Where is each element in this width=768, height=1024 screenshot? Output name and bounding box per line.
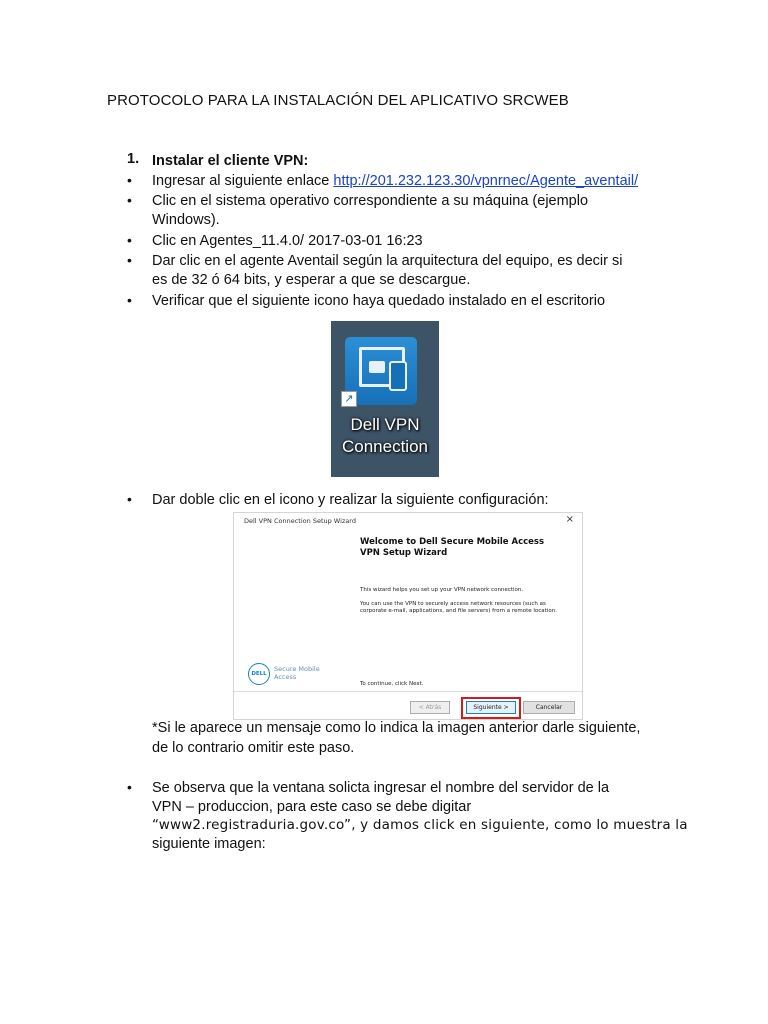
list-item-arquitectura-line1: Dar clic en el agente Aventail según la arquitectura del equipo, es decir si bbox=[152, 253, 623, 269]
enlace-prefix: Ingresar al siguiente enlace bbox=[152, 173, 334, 189]
list-item-enlace bbox=[152, 171, 638, 191]
list-item-so-line2: Windows). bbox=[152, 212, 220, 228]
bullet: • bbox=[127, 292, 132, 308]
next-button: Siguiente > bbox=[466, 701, 516, 714]
brand-line2: Access bbox=[274, 673, 297, 681]
close-icon: × bbox=[565, 514, 574, 525]
lock-icon bbox=[369, 361, 385, 373]
shortcut-arrow-icon: ↗ bbox=[341, 391, 357, 407]
dell-vpn-desktop-icon-image bbox=[331, 321, 439, 477]
back-button: < Atrás bbox=[410, 701, 450, 714]
bullet: • bbox=[127, 232, 132, 248]
wizard-paragraph-2: You can use the VPN to securely access network resources (such as corporate e-mail, applications, and file servers) from a remote location. bbox=[360, 601, 557, 614]
icon-label-line1: Dell VPN bbox=[350, 415, 420, 434]
icon-label-line2: Connection bbox=[341, 437, 428, 456]
list-item-agentes: Clic en Agentes_11.4.0/ 2017-03-01 16:23 bbox=[152, 233, 423, 249]
bullet: • bbox=[127, 491, 132, 507]
note-line1: *Si le aparece un mensaje como lo indica la imagen anterior darle siguiente, bbox=[152, 720, 641, 736]
cancel-button: Cancelar bbox=[523, 701, 575, 714]
wizard-paragraph-1: This wizard helps you set up your VPN network connection. bbox=[360, 587, 524, 593]
wizard-divider bbox=[234, 691, 582, 692]
wizard-heading bbox=[360, 537, 580, 559]
brand-line1: Secure Mobile bbox=[274, 665, 320, 673]
list-item-doble-clic: Dar doble clic en el icono y realizar la siguiente configuración: bbox=[152, 492, 549, 508]
list-item-verificar: Verificar que el siguiente icono haya quedado instalado en el escritorio bbox=[152, 293, 606, 309]
list-item-observa-line3: “www2.registraduria.gov.co”, y damos click en siguiente, como lo muestra la bbox=[152, 817, 688, 833]
vpn-agent-link[interactable]: http://201.232.123.30/vpnrnec/Agente_aventail/ bbox=[333, 173, 639, 189]
setup-wizard-screenshot bbox=[233, 512, 583, 720]
list-item-observa-line1: Se observa que la ventana solicta ingresar el nombre del servidor de la bbox=[152, 780, 610, 796]
list-item-observa-line4: siguiente imagen: bbox=[152, 836, 266, 852]
step-heading: Instalar el cliente VPN: bbox=[152, 153, 309, 169]
step-number: 1. bbox=[127, 151, 140, 167]
list-item-observa-line2: VPN – produccion, para este caso se debe digitar bbox=[152, 799, 472, 815]
brand-text bbox=[274, 665, 344, 681]
wizard-paragraph-3: To continue, click Next. bbox=[360, 681, 424, 687]
phone-icon bbox=[389, 361, 407, 391]
wizard-content bbox=[354, 527, 574, 691]
wizard-window-title: Dell VPN Connection Setup Wizard bbox=[244, 517, 356, 525]
list-item-arquitectura-line2: es de 32 ó 64 bits, y esperar a que se descargue. bbox=[152, 272, 471, 288]
note-line2: de lo contrario omitir este paso. bbox=[152, 740, 355, 756]
wizard-heading-line2: VPN Setup Wizard bbox=[360, 548, 448, 558]
document-title: PROTOCOLO PARA LA INSTALACIÓN DEL APLICATIVO SRCWEB bbox=[107, 92, 569, 109]
list-item-so-line1: Clic en el sistema operativo correspondiente a su máquina (ejemplo bbox=[152, 193, 589, 209]
bullet: • bbox=[127, 779, 132, 795]
bullet: • bbox=[127, 192, 132, 208]
bullet: • bbox=[127, 252, 132, 268]
wizard-heading-line1: Welcome to Dell Secure Mobile Access bbox=[360, 537, 545, 547]
bullet: • bbox=[127, 172, 132, 188]
dell-logo-icon: DELL bbox=[248, 663, 270, 685]
